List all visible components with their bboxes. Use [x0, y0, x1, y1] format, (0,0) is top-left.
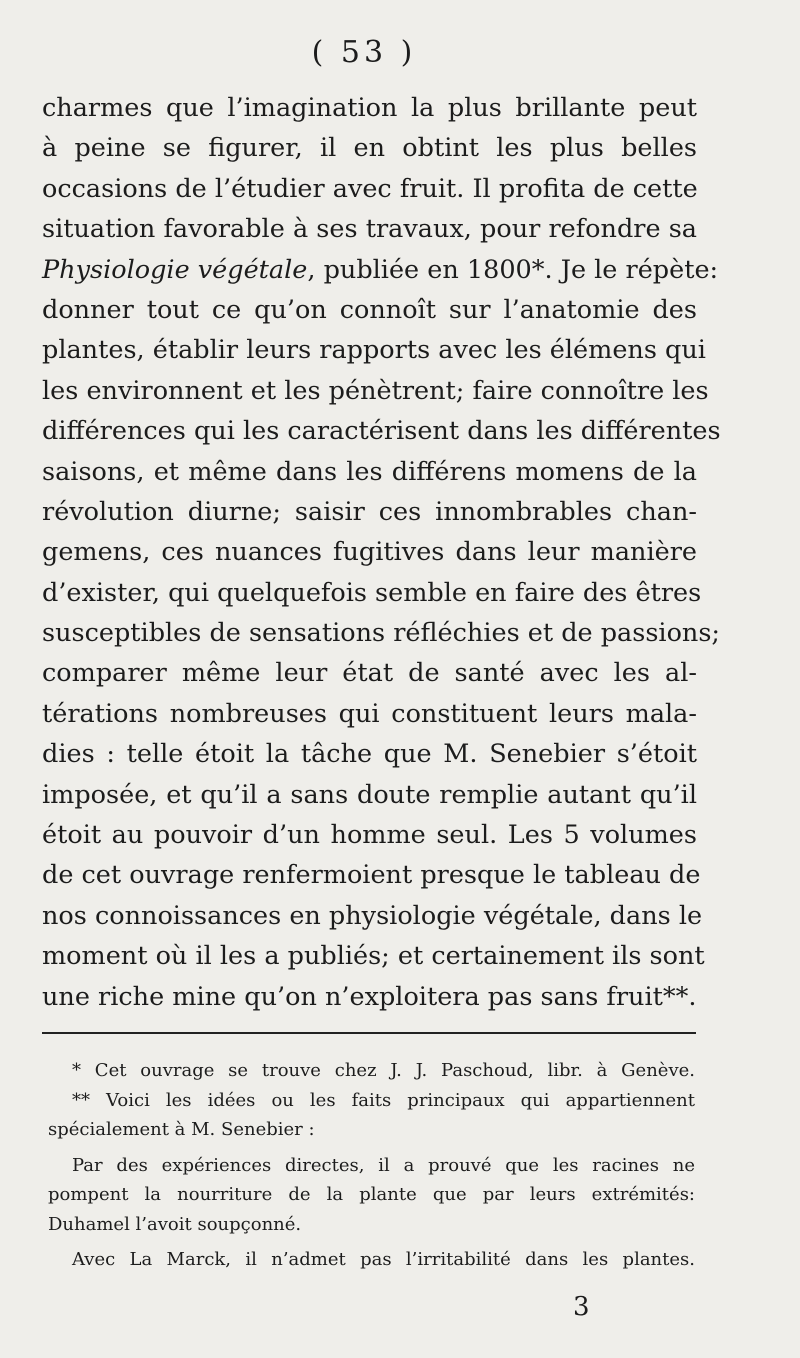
text-line: gemens, ces nuances fugitives dans leur manière — [42, 537, 697, 568]
text-line: dies : telle étoit la tâche que M. Senebier s’étoit — [42, 739, 697, 770]
text-line: situation favorable à ses travaux, pour refondre sa — [42, 214, 697, 245]
signature-mark: 3 — [573, 1292, 590, 1322]
text-line: saisons, et même dans les différens momens de la — [42, 456, 697, 487]
text-line: occasions de l’étudier avec fruit. Il profita de cette — [42, 173, 698, 204]
footnote-line: pompent la nourriture de la plante que par leurs extrémités: — [48, 1184, 695, 1205]
page-number: ( 53 ) — [311, 35, 417, 70]
text-line: moment où il les a publiés; et certainement ils sont — [42, 941, 705, 972]
text-line-rest: , publiée en 1800*. Je le répète: — [307, 254, 719, 285]
text-line: plantes, établir leurs rapports avec les élémens qui — [42, 335, 706, 366]
text-line: révolution diurne; saisir ces innombrables chan- — [42, 496, 697, 527]
text-line: d’exister, qui quelquefois semble en faire des êtres — [42, 577, 702, 608]
footnotes — [48, 1056, 695, 1275]
footnote-line: Par des expériences directes, il a prouvé que les racines ne — [72, 1154, 695, 1176]
text-line: étoit au pouvoir d’un homme seul. Les 5 volumes — [42, 820, 697, 851]
text-line: charmes que l’imagination la plus brillante peut — [42, 93, 697, 123]
text-line: différences qui les caractérisent dans les différentes — [42, 416, 721, 447]
main-text — [42, 88, 721, 1017]
text-line: térations nombreuses qui constituent leurs mala- — [42, 698, 697, 729]
footnote-line: spécialement à M. Senebier : — [48, 1119, 315, 1140]
footnote-divider — [42, 1032, 696, 1034]
text-line: donner tout ce qu’on connoît sur l’anatomie des — [42, 294, 697, 325]
footnote-line: Duhamel l’avoit soupçonné. — [48, 1213, 302, 1235]
book-title: Physiologie végétale — [42, 254, 308, 285]
text-line: nos connoissances en physiologie végétale, dans le — [42, 900, 703, 931]
footnote-line: Avec La Marck, il n’admet pas l’irritabilité dans les plantes. — [72, 1249, 695, 1270]
footnote-line: ** Voici les idées ou les faits principaux qui appartiennent — [72, 1089, 695, 1111]
footnote-line: * Cet ouvrage se trouve chez J. J. Paschoud, libr. à Genève. — [72, 1060, 695, 1081]
text-line: les environnent et les pénètrent; faire connoître les — [42, 375, 709, 406]
text-line-book-title — [42, 250, 719, 290]
text-line: susceptibles de sensations réfléchies et de passions; — [42, 618, 721, 649]
text-line: comparer même leur état de santé avec les al- — [42, 658, 697, 689]
text-line: une riche mine qu’on n’exploitera pas sans fruit**. — [42, 981, 697, 1012]
text-line: à peine se figurer, il en obtint les plus belles — [42, 133, 697, 164]
text-line: de cet ouvrage renfermoient presque le tableau de — [42, 860, 701, 891]
text-line: imposée, et qu’il a sans doute remplie autant qu’il — [42, 779, 697, 810]
